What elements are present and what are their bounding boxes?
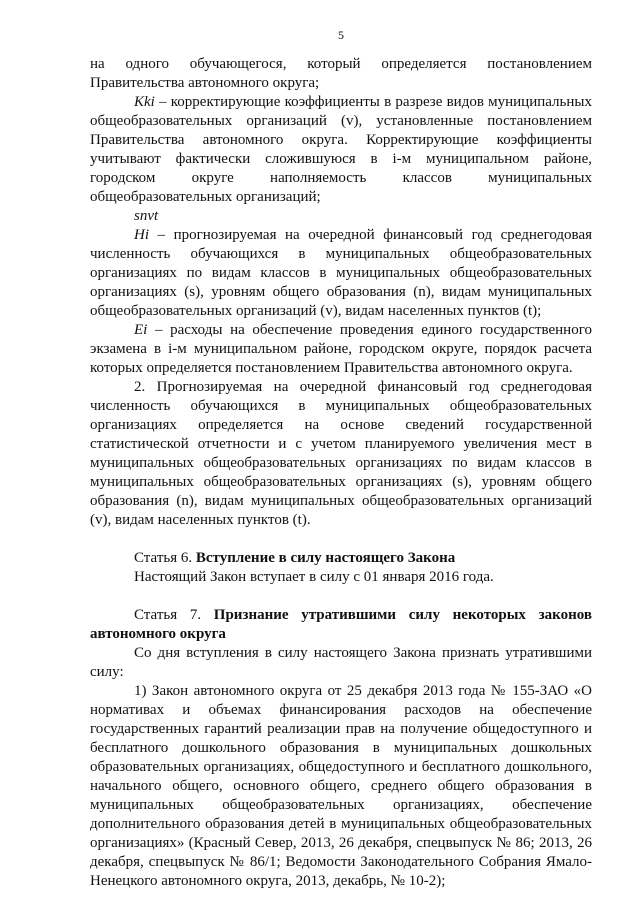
- article-6-text: Настоящий Закон вступает в силу с 01 января 2016 года.: [134, 569, 494, 585]
- paragraph-item-2: 2. Прогнозируемая на очередной финансовый год среднегодовая численность обучающихся в муниципальных общеобразовательных организациях определяется на основе сведений государственной статистической отчетности и с учетом планируемого увеличения мест в муниципальных общеобразовательных организациях по видам классов в муниципальных общеобразовательных организациях (s), уровням общего образования (n), видам муниципальных общеобразовательных организаций (v), видам населенных пунктов (t).: [90, 379, 592, 528]
- paragraph-continuation: на одного обучающегося, который определяется постановлением Правительства автономного округа;: [90, 56, 592, 91]
- article-7-item-1: 1) Закон автономного округа от 25 декабря 2013 года № 155-ЗАО «О нормативах и объемах финансирования расходов на обеспечение государственных гарантий реализации прав на получение общедоступного и бесплатного дошкольного образования в муниципальных дошкольных образовательных организациях, общедоступного и бесплатного дошкольного, начального общего, основного общего, среднего общего образования в муниципальных общеобразовательных организациях, обеспечение дополнительного образования детей в муниципальных общеобразовательных организациях» (Красный Север, 2013, 26 декабря, спецвыпуск № 86; 2013, 26 декабря, спецвыпуск № 86/1; Ведомости Законодательного Собрания Ямало-Ненецкого автономного округа, 2013, декабрь, № 10-2);: [90, 683, 592, 889]
- paragraph-ei-text: – расходы на обеспечение проведения единого государственного экзамена в i-м муниципальном районе, городском округе, порядок расчета которых определяется постановлением Правительства автономного округа.: [90, 322, 592, 376]
- paragraph-kki-text: – корректирующие коэффициенты в разрезе видов муниципальных общеобразовательных организаций (v), установленные постановлением Правительства автономного округа. Корректирующие коэффициенты учитывают фактически сложившуюся в i-м муниципальном районе, городском округе наполняемость классов муниципальных общеобразовательных организаций;: [90, 94, 592, 205]
- paragraph-kki: [90, 93, 592, 207]
- paragraph-hi: [90, 226, 592, 321]
- variable-ei: Ei: [134, 322, 148, 338]
- paragraph-hi-text: – прогнозируемая на очередной финансовый год среднегодовая численность обучающихся в муниципальных общеобразовательных организациях по видам классов в муниципальных общеобразовательных организациях (s), уровням общего образования (n), видам муниципальных общеобразовательных организаций (v), видам населенных пунктов (t);: [90, 227, 592, 319]
- article-7-heading: [90, 606, 592, 644]
- article-6-title: Вступление в силу настоящего Закона: [195, 550, 456, 566]
- variable-kki: Kki: [134, 94, 155, 110]
- page-number: 5: [338, 28, 344, 42]
- paragraph-ei: [90, 321, 592, 378]
- article-6-heading: [90, 549, 592, 568]
- formula-superscript: [90, 207, 592, 226]
- variable-snvt: snvt: [134, 208, 159, 224]
- article-6-label: Статья 6.: [134, 550, 196, 566]
- article-7-label: Статья 7.: [134, 607, 214, 623]
- article-7-title: Признание утратившими силу некоторых законов автономного округа: [90, 607, 592, 642]
- variable-hi: Hi: [134, 227, 149, 243]
- article-7-intro: Со дня вступления в силу настоящего Закона признать утратившими силу:: [90, 645, 592, 680]
